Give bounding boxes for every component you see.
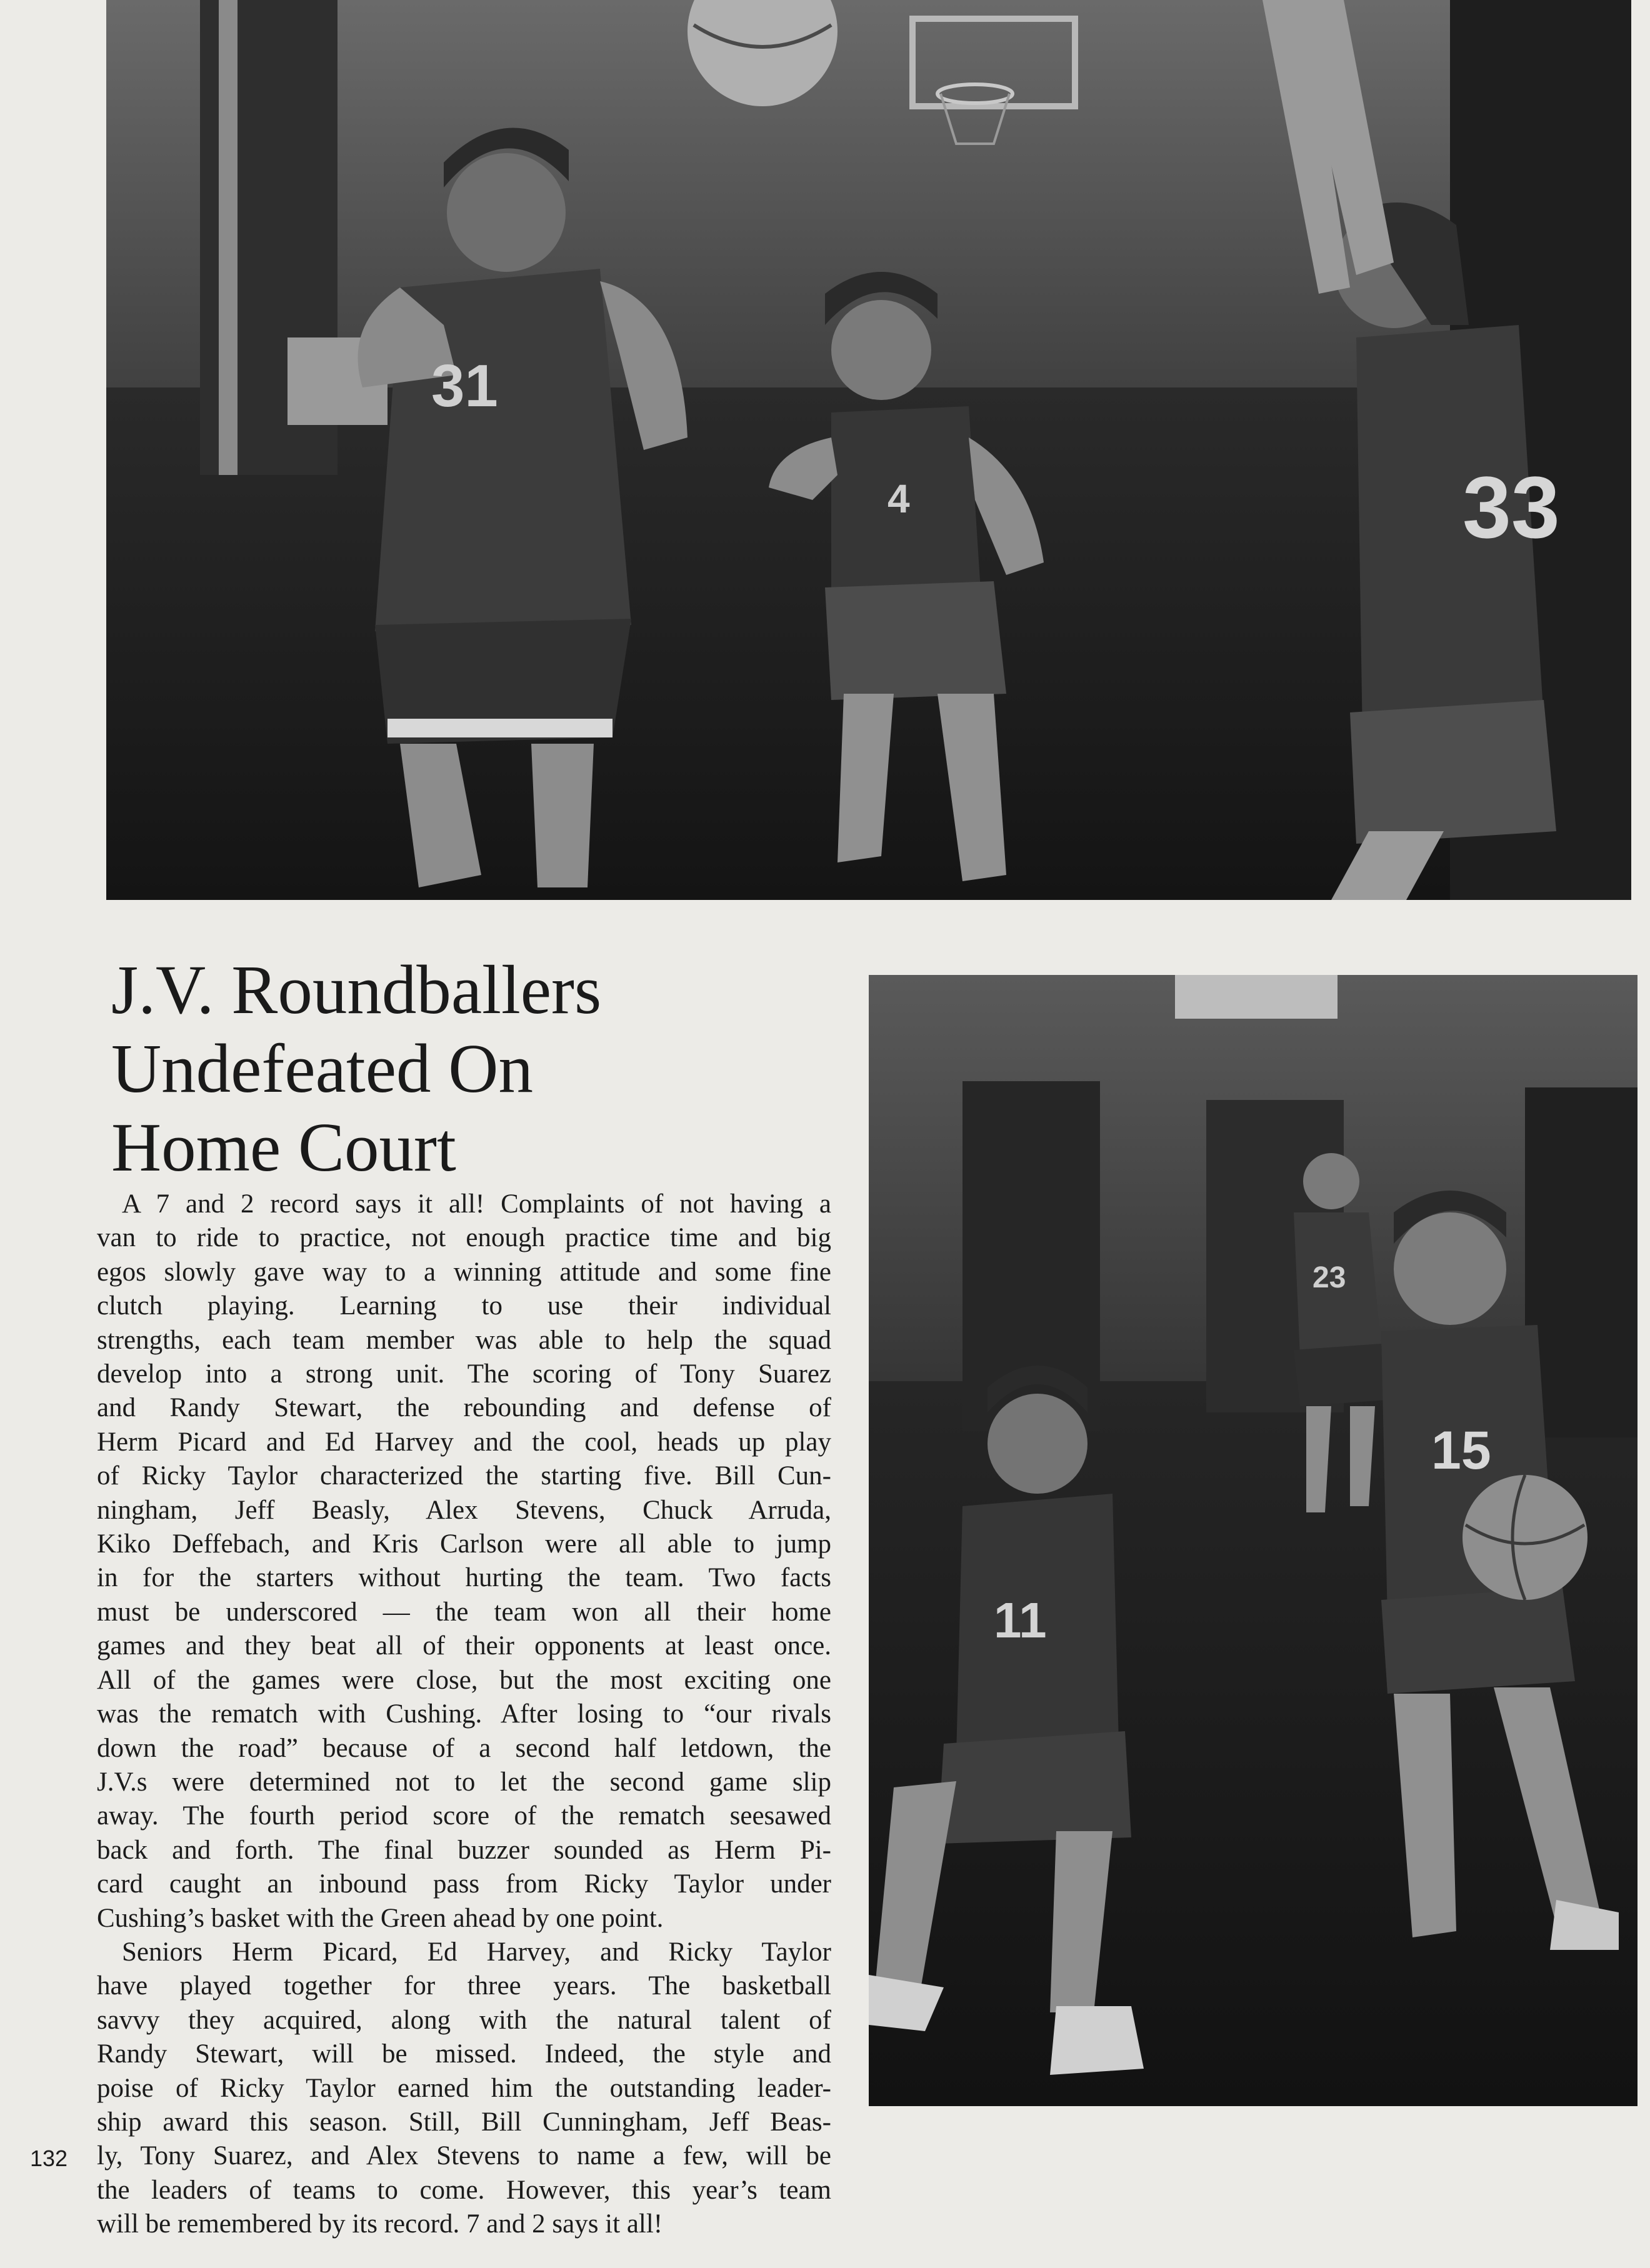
article-line: Randy Stewart, will be missed. Indeed, the style and (97, 2039, 831, 2069)
jersey-number-23: 23 (1312, 1261, 1346, 1294)
article-line: have played together for three years. The basketball (97, 1971, 831, 2001)
article-headline (111, 951, 830, 1187)
article-line: poise of Ricky Taylor earned him the outstanding leader- (97, 2073, 831, 2103)
article-line: develop into a strong unit. The scoring of Tony Suarez (97, 1359, 831, 1389)
article-line: in for the starters without hurting the team. Two facts (97, 1563, 831, 1593)
article-line: was the rematch with Cushing. After losing to “our rivals (97, 1699, 831, 1729)
article-line: away. The fourth period score of the rematch seesawed (97, 1801, 831, 1831)
headline-line: J.V. Roundballers (111, 952, 602, 1029)
article-line: card caught an inbound pass from Ricky Taylor under (97, 1869, 831, 1899)
article-line: Cushing’s basket with the Green ahead by one point. (97, 1903, 664, 1933)
article-line: van to ride to practice, not enough practice time and big (97, 1223, 831, 1253)
photo-bottom-illustration (869, 975, 1638, 2106)
article-line: games and they beat all of their opponents at least once. (97, 1631, 831, 1661)
article-line: A 7 and 2 record says it all! Complaints of not having a (122, 1189, 831, 1219)
headline-line: Undefeated On (111, 1031, 533, 1107)
article-line: savvy they acquired, along with the natural talent of (97, 2005, 831, 2035)
article-line: Kiko Deffebach, and Kris Carlson were all able to jump (97, 1529, 831, 1559)
article-line: and Randy Stewart, the rebounding and defense of (97, 1393, 831, 1423)
article-line: strengths, each team member was able to help the squad (97, 1325, 831, 1355)
photo-top-illustration (106, 0, 1631, 900)
article-line: the leaders of teams to come. However, this year’s team (97, 2175, 831, 2205)
article-line: must be underscored — the team won all their home (97, 1597, 831, 1627)
article-line: will be remembered by its record. 7 and 2 says it all! (97, 2209, 663, 2239)
jersey-number-4: 4 (888, 476, 910, 521)
article-line: All of the games were close, but the most exciting one (97, 1665, 831, 1695)
jersey-number-31: 31 (431, 352, 498, 419)
article-line: J.V.s were determined not to let the second game slip (97, 1767, 831, 1797)
article-line: down the road” because of a second half letdown, the (97, 1733, 831, 1763)
jersey-number-33: 33 (1462, 458, 1560, 556)
article-line: Herm Picard and Ed Harvey and the cool, heads up play (97, 1427, 831, 1457)
article-line: Seniors Herm Picard, Ed Harvey, and Ricky Taylor (122, 1937, 831, 1967)
article-line: ningham, Jeff Beasly, Alex Stevens, Chuck Arruda, (97, 1495, 831, 1525)
article-line: back and forth. The final buzzer sounded as Herm Pi- (97, 1835, 831, 1865)
article-body (97, 1187, 831, 2242)
article-line: clutch playing. Learning to use their individual (97, 1291, 831, 1321)
headline-line: Home Court (111, 1109, 456, 1186)
jersey-number-11: 11 (994, 1592, 1047, 1648)
photo-top-basketball-practice (106, 0, 1631, 900)
jersey-number-15: 15 (1431, 1421, 1491, 1481)
article-line: ly, Tony Suarez, and Alex Stevens to name a few, will be (97, 2141, 831, 2171)
article-line: ship award this season. Still, Bill Cunningham, Jeff Beas- (97, 2107, 831, 2137)
article-line: of Ricky Taylor characterized the starting five. Bill Cun- (97, 1461, 831, 1491)
page-number: 132 (30, 2146, 68, 2171)
article-line: egos slowly gave way to a winning attitude and some fine (97, 1257, 831, 1287)
photo-bottom-game-action (869, 975, 1638, 2106)
